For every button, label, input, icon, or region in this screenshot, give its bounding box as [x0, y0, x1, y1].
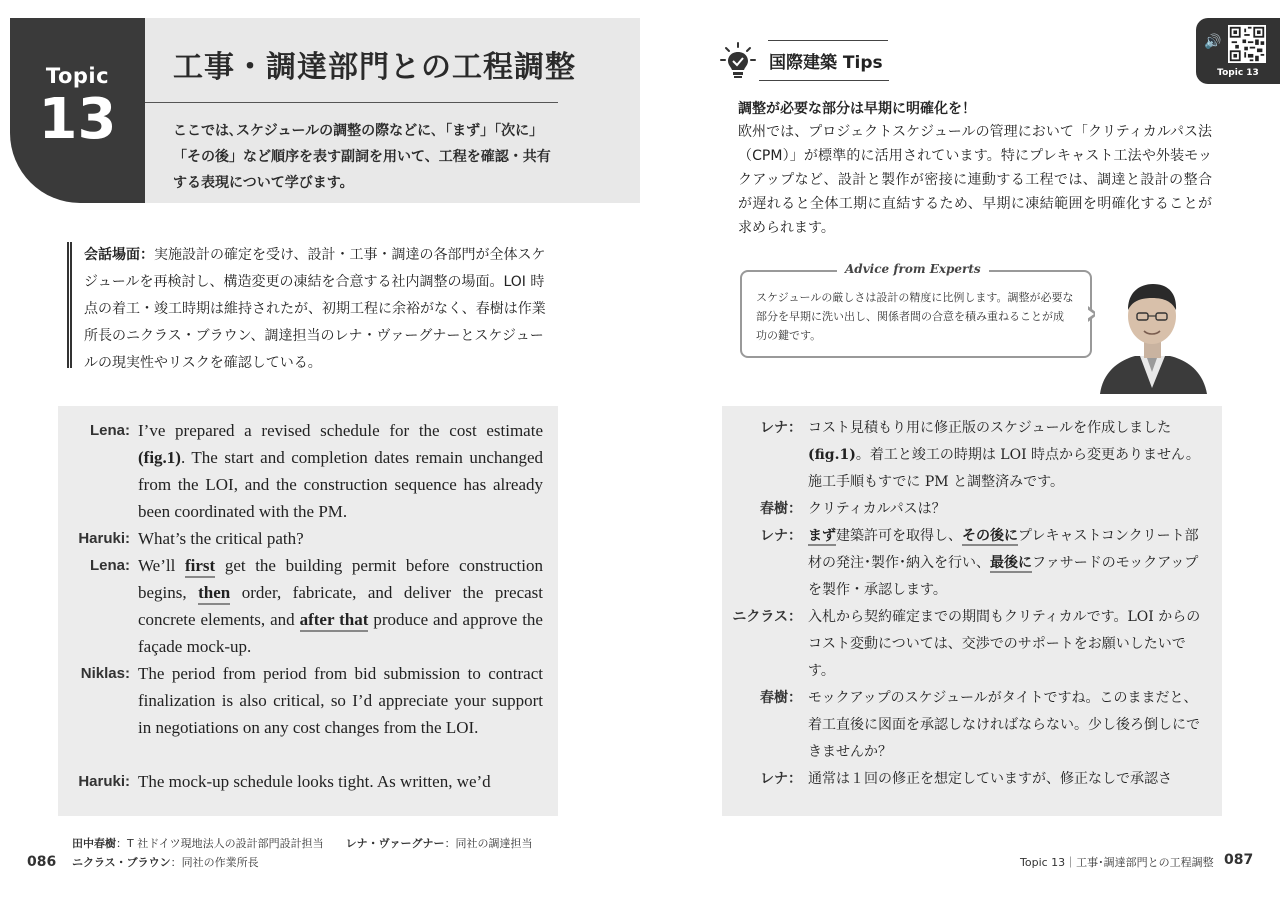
character-list [72, 834, 533, 872]
character-name: ニクラス・ブラウン [72, 856, 171, 869]
speaker-icon: 🔊 [1204, 34, 1222, 50]
audio-qr-tab[interactable] [1196, 18, 1280, 84]
scene-description [67, 242, 557, 371]
text-run: What’s the critical path? [138, 529, 304, 548]
highlighted-adverb: then [198, 583, 230, 605]
dialog-text [808, 523, 1210, 604]
speech-bubble-tail-inner [1087, 309, 1094, 319]
dialog-text [138, 660, 543, 741]
speaker-name: Lena: [89, 557, 130, 574]
scene-heading: 会話場面： [84, 247, 154, 263]
text-run: コスト見積もり用に修正版のスケジュールを作成しました [808, 420, 1172, 436]
text-run: The mock-up schedule looks tight. As written, we’d [138, 772, 491, 791]
character-name: 田中春樹 [72, 837, 116, 850]
speaker-name: Haruki: [78, 530, 130, 547]
text-run: ファサードのモックアップを製作・承認します。 [808, 555, 1199, 598]
japanese-dialog [722, 406, 1222, 816]
dialog-text [138, 417, 543, 525]
character-role: ：T 社ドイツ現地法人の設計部門設計担当 [116, 837, 324, 850]
text-run: produce and approve the façade mock-up. [138, 610, 543, 656]
page-number-left: 086 [27, 854, 57, 870]
speaker-name: ニクラス： [732, 609, 802, 625]
tips-body: 欧州では、プロジェクトスケジュールの管理において「クリティカルパス法（CPM）」が標準的に活用されています。特にプレキャスト工法や外装モックアップなど、設計と製作が密接に連動する工程では、調達と設計の整合が遅れると全体工期に直結するため、早期に凍結範囲を明確化することが求められます。 [738, 124, 1212, 236]
dialog-text [808, 766, 1210, 793]
speaker-name: レナ： [760, 771, 802, 787]
intro-text: ここでは､スケジュールの調整の際などに､「まず」「次に」「その後」など順序を表す副詞を用いて、工程を確認・共有する表現について学びます。 [173, 123, 551, 191]
speaker-name: Lena: [89, 422, 130, 439]
tips-rule-top [768, 40, 888, 41]
tips-title: 国際建築 Tips [769, 53, 883, 73]
dialog-text [808, 496, 1210, 523]
text-run: I’ve prepared a revised schedule for the cost estimate [138, 421, 543, 440]
character-name: レナ・ヴァーグナー [345, 837, 445, 850]
advice-text: スケジュールの厳しさは設計の精度に比例します。調整が必要な部分を早期に洗い出し、関係者間の合意を積み重ねることが成功の鍵です。 [756, 291, 1074, 342]
dialog-text [138, 525, 543, 552]
topic-badge [10, 18, 145, 203]
dialog-text [808, 604, 1210, 685]
text-run: The period from period from bid submission to contract finalization is also critical, so I’d appreciate your support in negotiations on any cost changes from the LOI. [138, 664, 543, 737]
tips-rule-bottom [759, 80, 889, 81]
page-number-right: 087 [1224, 852, 1254, 868]
dialog-text [138, 768, 543, 795]
character-line-2 [72, 853, 533, 872]
text-run: order, fabricate, and deliver the precast concrete elements, and [138, 583, 543, 629]
english-dialog [58, 406, 558, 816]
speaker-name: Niklas: [80, 665, 130, 682]
text-run: 建築許可を取得し、 [836, 528, 962, 544]
dialog-text [138, 552, 543, 660]
figure-reference: (fig.1) [138, 448, 181, 467]
qr-code-icon[interactable] [1228, 25, 1266, 63]
text-run: We’ll [138, 556, 185, 575]
text-run: 。着工と竣工の時期は LOI 時点から変更ありません。施工手順もすでに PM と調整済みです。 [808, 447, 1200, 490]
speaker-name: 春樹： [760, 501, 802, 517]
character-line-1 [72, 834, 533, 853]
running-head: Topic 13｜工事･調達部門との工程調整 [1020, 856, 1214, 869]
advice-speech-bubble [740, 262, 1092, 358]
text-run: プレキャストコンクリート部材の発注･製作･納入を行い、 [808, 528, 1199, 571]
dialog-text [808, 415, 1210, 496]
page-title: 工事・調達部門との工程調整 [173, 50, 576, 85]
dialog-text [808, 685, 1210, 766]
topic-label: Topic [45, 64, 110, 88]
text-run: 入札から契約確定までの期間もクリティカルです。LOI からのコスト変動については、交渉でのサポートをお願いしたいです。 [808, 609, 1201, 679]
title-divider [145, 102, 558, 103]
speaker-name: レナ： [760, 528, 802, 544]
lightbulb-icon [717, 40, 759, 82]
qr-label: Topic 13 [1217, 68, 1259, 78]
highlighted-adverb: 最後に [990, 555, 1032, 571]
speaker-name: 春樹： [760, 690, 802, 706]
highlighted-adverb: first [185, 556, 215, 578]
figure-reference: (fig.1) [808, 447, 856, 463]
text-run: モックアップのスケジュールがタイトですね。このままだと、着工直後に図面を承認しなければならない。少し後ろ倒しにできませんか？ [808, 690, 1200, 760]
highlighted-adverb: after that [300, 610, 369, 632]
advice-title: Advice from Experts [837, 262, 989, 276]
text-run: get the building permit before construction begins, [138, 556, 543, 602]
text-run: クリティカルパスは？ [808, 501, 946, 517]
text-run: 通常は１回の修正を想定していますが、修正なしで承認さ [808, 771, 1172, 787]
text-run: . The start and completion dates remain unchanged from the LOI, and the construction sequence has already been coordinated with the PM. [138, 448, 543, 521]
topic-number: 13 [38, 87, 117, 152]
character-role: ：同社の作業所長 [170, 856, 259, 869]
highlighted-adverb: まず [808, 528, 836, 544]
highlighted-adverb: その後に [962, 528, 1018, 544]
expert-portrait [1095, 276, 1210, 394]
speaker-name: レナ： [760, 420, 802, 436]
character-role: ：同社の調達担当 [444, 837, 533, 850]
tips-heading: 調整が必要な部分は早期に明確化を！ [738, 101, 976, 117]
scene-text: 実施設計の確定を受け、設計・工事・調達の各部門が全体スケジュールを再検討し、構造変更の凍結を合意する社内調整の場面。LOI 時点の着工・竣工時期は維持されたが、初期工程に余裕がなく、春樹は作業所長のニクラス・ブラウン、調達担当のレナ・ヴァーグナーとスケジュールの現実性やリスクを確認している。 [84, 247, 546, 371]
title-band [145, 18, 640, 203]
speaker-name: Haruki: [78, 773, 130, 790]
